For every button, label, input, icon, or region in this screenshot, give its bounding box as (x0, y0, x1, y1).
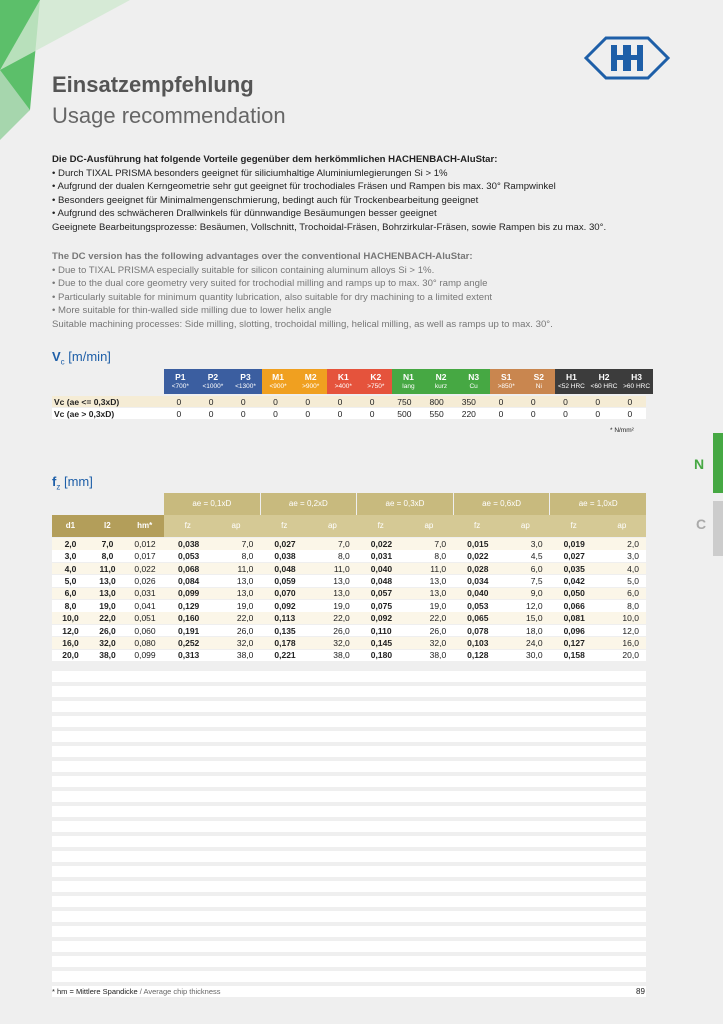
vc-value: 0 (208, 408, 214, 419)
fz-cell-hm: 0,060 (134, 625, 156, 636)
fz-cell-ap: 19,0 (333, 600, 350, 611)
fz-cell-ap: 7,0 (434, 538, 447, 549)
empty-table-row (52, 671, 646, 682)
fz-column-label: ap (308, 515, 356, 537)
fz-cell-fz: 0,057 (370, 588, 393, 599)
fz-table-row (52, 563, 646, 575)
vc-material-cell (425, 369, 458, 394)
fz-cell-ap: 19,0 (429, 600, 447, 611)
side-tab-n (713, 433, 723, 493)
vc-value: 500 (397, 408, 412, 419)
fz-cell-fz: 0,092 (274, 600, 296, 611)
empty-table-row (52, 971, 646, 982)
footnote (52, 987, 221, 996)
fz-cell-l: 11,0 (99, 563, 116, 574)
fz-column-label: d1 (52, 515, 89, 537)
fz-cell-hm: 0,026 (134, 575, 156, 586)
empty-table-row (52, 701, 646, 712)
fz-table-row (52, 650, 646, 662)
fz-cell-fz: 0,048 (370, 575, 393, 586)
fz-cell-ap: 38,0 (429, 650, 447, 661)
empty-table-row (52, 851, 646, 862)
vc-material-sub: Ni (535, 383, 542, 390)
empty-table-row (52, 911, 646, 922)
fz-cell-ap: 7,5 (530, 575, 543, 586)
fz-column-label: fz (260, 515, 308, 537)
fz-cell-ap: 2,0 (627, 538, 639, 549)
fz-table-body (52, 538, 646, 997)
fz-group-label: ae = 0,1xD (192, 499, 232, 508)
fz-cell-ap: 15,0 (526, 613, 543, 624)
fz-cell-fz: 0,191 (178, 625, 200, 636)
fz-cell-hm: 0,031 (134, 588, 156, 599)
intro-de-processes: Geeignete Bearbeitungsprozesse: Besäumen, Vollschnitt, Trochoidal-Fräsen, Bohrzirkular-Fräsen, sowie Rampen bis zu max. 30°. (52, 222, 607, 234)
vc-unit: [m/min] (68, 349, 111, 364)
vc-material-name: N2 (435, 372, 447, 382)
empty-table-row (52, 941, 646, 952)
vc-material-cell (490, 369, 523, 394)
fz-cell-ap: 22,0 (333, 613, 350, 624)
fz-cell-fz: 0,129 (178, 600, 200, 611)
side-tab-c (713, 501, 723, 556)
fz-cell-ap: 26,0 (429, 625, 447, 636)
fz-cell-l: 7,0 (101, 538, 114, 549)
vc-material-sub: <52 HRC (557, 383, 585, 390)
intro-de-bullet: • Durch TIXAL PRISMA besonders geeignet für siliciumhaltige Aluminiumlegierungen Si > 1% (52, 167, 662, 180)
fz-cell-ap: 9,0 (530, 588, 543, 599)
fz-cell-ap: 38,0 (236, 650, 254, 661)
fz-table-row (52, 637, 646, 649)
fz-cell-fz: 0,042 (563, 575, 585, 586)
fz-cell-fz: 0,065 (467, 613, 489, 624)
fz-cell-ap: 13,0 (236, 575, 254, 586)
fz-cell-d: 5,0 (64, 575, 77, 586)
vc-value: 0 (530, 396, 536, 407)
fz-cell-l: 19,0 (99, 600, 116, 611)
vc-material-sub: >900* (302, 383, 320, 390)
empty-table-row (52, 896, 646, 907)
vc-value: 750 (397, 396, 412, 407)
fz-column-label: l2 (89, 515, 126, 537)
fz-cell-fz: 0,127 (563, 637, 585, 648)
fz-cell-fz: 0,084 (178, 575, 200, 586)
vc-material-sub: >850* (497, 383, 515, 390)
fz-cell-ap: 32,0 (429, 637, 447, 648)
empty-table-row (52, 761, 646, 772)
vc-material-cell (392, 369, 425, 394)
vc-material-name: P1 (175, 372, 186, 382)
vc-material-cell (360, 369, 393, 394)
vc-material-cell (262, 369, 295, 394)
fz-cell-ap: 8,0 (337, 551, 350, 562)
vc-section-title (52, 349, 111, 367)
fz-table-row (52, 625, 646, 637)
fz-cell-ap: 32,0 (236, 637, 254, 648)
vc-material-name: M1 (272, 372, 284, 382)
fz-group-label: ae = 1,0xD (549, 493, 646, 515)
vc-value: 800 (429, 396, 444, 407)
fz-cell-fz: 0,313 (178, 650, 200, 661)
fz-cell-fz: 0,034 (467, 575, 489, 586)
empty-table-row (52, 791, 646, 802)
vc-material-cell (229, 369, 262, 394)
fz-cell-fz: 0,135 (274, 625, 296, 636)
vc-material-cell (588, 369, 621, 394)
fz-cell-d: 4,0 (64, 563, 77, 574)
fz-cell-ap: 12,0 (526, 600, 543, 611)
fz-cell-fz: 0,221 (274, 650, 296, 661)
vc-material-cell (620, 369, 653, 394)
fz-cell-fz: 0,027 (274, 538, 296, 549)
empty-table-row (52, 806, 646, 817)
footnote-en: / Average chip thickness (139, 987, 221, 996)
intro-en-bullet: • More suitable for thin-walled side milling due to lower helix angle (52, 304, 662, 317)
fz-cell-ap: 30,0 (526, 650, 543, 661)
vc-material-name: K2 (370, 372, 382, 382)
intro-de-bullet: • Aufgrund des schwächeren Drallwinkels für dünnwandige Besäumungen besser geeignet (52, 207, 662, 220)
fz-cell-fz: 0,128 (467, 650, 489, 661)
vc-row-label: Vc (ae > 0,3xD) (54, 408, 115, 419)
fz-cell-d: 6,0 (64, 588, 77, 599)
fz-cell-fz: 0,070 (274, 588, 296, 599)
vc-material-sub: <1300* (235, 383, 256, 390)
fz-cell-fz: 0,015 (467, 538, 489, 549)
page-title-de: Einsatzempfehlung (52, 72, 254, 97)
fz-cell-fz: 0,075 (370, 600, 393, 611)
fz-cell-fz: 0,031 (370, 551, 393, 562)
vc-material-name: M2 (304, 372, 317, 382)
fz-cell-l: 38,0 (99, 650, 116, 661)
fz-cell-fz: 0,145 (370, 637, 393, 648)
fz-cell-ap: 5,0 (627, 575, 639, 586)
fz-column-label: ap (598, 515, 646, 537)
fz-cell-hm: 0,099 (134, 650, 156, 661)
fz-cell-ap: 13,0 (429, 575, 447, 586)
vc-material-sub: Cu (469, 383, 478, 390)
fz-column-label: ap (501, 515, 549, 537)
empty-table-row (52, 731, 646, 742)
fz-cell-fz: 0,040 (370, 563, 393, 574)
vc-value: 220 (461, 408, 476, 419)
fz-cell-ap: 18,0 (526, 625, 543, 636)
fz-cell-ap: 11,0 (430, 563, 447, 574)
fz-symbol-sub: z (56, 482, 61, 492)
empty-table-row (52, 926, 646, 937)
side-tab-c-label: C (696, 516, 707, 532)
fz-group-label: ae = 0,2xD (260, 493, 357, 515)
fz-cell-fz: 0,059 (274, 575, 296, 586)
fz-column-label: ap (212, 515, 260, 537)
vc-value: 0 (240, 408, 246, 419)
fz-cell-fz: 0,103 (467, 637, 489, 648)
intro-de-bullet: • Aufgrund der dualen Kerngeometrie sehr gut geeignet für trochodiales Fräsen und Rampen bis max. 30° Rampwinkel (52, 180, 662, 193)
vc-material-cell (327, 369, 360, 394)
fz-cell-fz: 0,035 (563, 563, 585, 574)
intro-en-block (52, 250, 662, 331)
fz-cell-fz: 0,066 (563, 600, 585, 611)
fz-cell-ap: 11,0 (333, 563, 350, 574)
fz-cell-ap: 8,0 (627, 600, 639, 611)
fz-cell-fz: 0,160 (178, 613, 200, 624)
fz-cell-fz: 0,027 (563, 551, 585, 562)
fz-cell-fz: 0,022 (467, 551, 489, 562)
vc-material-sub: <1000* (202, 383, 224, 390)
fz-cell-l: 8,0 (101, 551, 114, 562)
fz-cell-d: 16,0 (62, 637, 79, 648)
fz-table-row (52, 575, 646, 587)
fz-cell-fz: 0,038 (178, 538, 200, 549)
vc-material-cell (197, 369, 230, 394)
vc-value: 0 (176, 408, 182, 419)
vc-material-sub: <700* (171, 383, 189, 390)
fz-cell-fz: 0,028 (467, 563, 489, 574)
fz-cell-ap: 22,0 (236, 613, 254, 624)
fz-column-header (52, 515, 646, 537)
fz-cell-fz: 0,113 (274, 613, 296, 624)
fz-cell-d: 20,0 (62, 650, 79, 661)
vc-material-name: P2 (207, 372, 219, 382)
fz-cell-fz: 0,092 (370, 613, 393, 624)
vc-material-sub: <900* (269, 383, 287, 390)
vc-value: 0 (305, 396, 311, 407)
fz-table-row (52, 550, 646, 562)
empty-table-row (52, 836, 646, 847)
fz-table-row (52, 538, 646, 550)
vc-material-sub: <60 HRC (590, 383, 618, 390)
fz-group-label: ae = 0,3xD (356, 493, 453, 515)
vc-value: 0 (563, 396, 568, 407)
fz-cell-fz: 0,096 (563, 625, 585, 636)
fz-cell-ap: 16,0 (622, 637, 639, 648)
fz-cell-hm: 0,051 (134, 613, 156, 624)
vc-symbol: V (52, 349, 61, 364)
vc-material-name: N3 (468, 372, 480, 382)
fz-section-title (52, 474, 93, 492)
vc-value: 0 (595, 408, 601, 419)
vc-value: 0 (563, 408, 568, 419)
vc-value: 350 (461, 396, 476, 407)
fz-cell-fz: 0,048 (274, 563, 296, 574)
vc-row (52, 408, 646, 419)
vc-material-name: P3 (240, 372, 251, 382)
vc-value: 0 (240, 396, 246, 407)
vc-material-sub: >400* (334, 383, 352, 390)
vc-row (52, 396, 646, 407)
fz-cell-ap: 11,0 (237, 563, 254, 574)
fz-cell-ap: 12,0 (622, 625, 639, 636)
vc-material-sub: lang (402, 383, 415, 390)
fz-cell-l: 13,0 (99, 588, 116, 599)
empty-table-row (52, 746, 646, 757)
vc-value: 550 (429, 408, 444, 419)
fz-cell-hm: 0,022 (134, 563, 156, 574)
fz-column-label: ap (405, 515, 453, 537)
fz-cell-d: 2,0 (64, 538, 77, 549)
fz-cell-ap: 7,0 (337, 538, 350, 549)
fz-cell-ap: 32,0 (333, 637, 350, 648)
vc-value: 0 (627, 396, 633, 407)
fz-group-header (164, 493, 646, 515)
fz-table-row (52, 612, 646, 624)
fz-cell-l: 26,0 (99, 625, 116, 636)
fz-cell-d: 12,0 (62, 625, 79, 636)
fz-cell-ap: 20,0 (622, 650, 639, 661)
fz-cell-ap: 4,0 (627, 563, 639, 574)
vc-value: 0 (176, 396, 182, 407)
vc-material-cell (164, 369, 197, 394)
fz-cell-hm: 0,041 (134, 600, 156, 611)
vc-value: 0 (273, 408, 278, 419)
fz-cell-fz: 0,099 (178, 588, 200, 599)
fz-column-label: fz (164, 515, 212, 537)
intro-de-block (52, 153, 662, 234)
fz-group-label: ae = 0,6xD (453, 493, 550, 515)
fz-cell-ap: 7,0 (241, 538, 254, 549)
vc-material-sub: >60 HRC (623, 383, 651, 390)
fz-cell-l: 13,0 (99, 575, 116, 586)
fz-cell-ap: 10,0 (622, 613, 639, 624)
vc-value: 0 (369, 408, 375, 419)
fz-cell-ap: 3,0 (627, 551, 639, 562)
intro-en-bullet: • Due to TIXAL PRISMA especially suitable for silicon containing aluminum alloys Si > 1%. (52, 264, 662, 277)
fz-unit: [mm] (63, 474, 93, 489)
vc-material-name: S1 (501, 372, 512, 382)
fz-cell-hm: 0,017 (134, 551, 156, 562)
side-tab-n-label: N (694, 456, 705, 472)
fz-cell-ap: 13,0 (236, 588, 254, 599)
fz-cell-ap: 4,5 (530, 551, 543, 562)
vc-material-name: S2 (533, 372, 545, 382)
vc-material-sub: >750* (367, 383, 385, 390)
empty-table-row (52, 776, 646, 787)
vc-value: 0 (305, 408, 311, 419)
empty-table-row (52, 686, 646, 697)
vc-material-cell (523, 369, 556, 394)
fz-column-label: fz (357, 515, 405, 537)
fz-cell-fz: 0,078 (467, 625, 489, 636)
vc-value: 0 (273, 396, 278, 407)
fz-cell-ap: 3,0 (530, 538, 543, 549)
intro-de-heading: Die DC-Ausführung hat folgende Vorteile gegenüber dem herkömmlichen HACHENBACH-AluStar: (52, 154, 498, 165)
page-title-en: Usage recommendation (52, 103, 286, 128)
vc-material-name: H2 (598, 372, 610, 382)
fz-cell-ap: 26,0 (236, 625, 254, 636)
vc-value: 0 (369, 396, 375, 407)
fz-cell-ap: 38,0 (333, 650, 350, 661)
fz-cell-ap: 8,0 (241, 551, 254, 562)
fz-cell-ap: 22,0 (429, 613, 447, 624)
fz-cell-ap: 13,0 (333, 588, 350, 599)
fz-cell-hm: 0,080 (134, 637, 156, 648)
vc-material-header (164, 369, 653, 394)
fz-cell-fz: 0,068 (178, 563, 200, 574)
fz-cell-ap: 26,0 (333, 625, 350, 636)
vc-material-cell (457, 369, 490, 394)
vc-value: 0 (337, 408, 343, 419)
vc-material-sub: kurz (434, 383, 448, 390)
hh-logo-icon (584, 36, 670, 80)
fz-cell-hm: 0,012 (134, 538, 156, 549)
vc-value: 0 (498, 408, 504, 419)
empty-table-row (52, 716, 646, 727)
fz-cell-l: 32,0 (99, 637, 116, 648)
fz-cell-ap: 19,0 (236, 600, 254, 611)
vc-row-label: Vc (ae <= 0,3xD) (54, 396, 120, 407)
vc-material-name: N1 (403, 372, 414, 382)
vc-material-name: H3 (631, 372, 643, 382)
fz-cell-fz: 0,158 (563, 650, 585, 661)
fz-cell-fz: 0,053 (178, 551, 200, 562)
fz-cell-ap: 13,0 (333, 575, 350, 586)
vc-material-cell (294, 369, 327, 394)
fz-column-label: fz (453, 515, 501, 537)
intro-en-processes: Suitable machining processes: Side milling, slotting, trochoidal milling, helical milling, as well as ramps up to max. 30°. (52, 319, 553, 331)
intro-en-heading: The DC version has the following advantages over the conventional HACHENBACH-AluStar: (52, 251, 473, 262)
fz-symbol: f (52, 474, 57, 489)
intro-de-bullet: • Besonders geeignet für Minimalmengenschmierung, bedingt auch für Trockenbearbeitung geeignet (52, 194, 662, 207)
fz-cell-ap: 13,0 (429, 588, 447, 599)
fz-cell-ap: 6,0 (530, 563, 543, 574)
vc-value: 0 (337, 396, 343, 407)
fz-cell-fz: 0,038 (274, 551, 296, 562)
footnote-de: * hm = Mittlere Spandicke (52, 987, 138, 996)
fz-cell-fz: 0,110 (370, 625, 392, 636)
empty-table-row (52, 881, 646, 892)
empty-table-row (52, 956, 646, 967)
vc-value: 0 (627, 408, 633, 419)
intro-en-bullet: • Due to the dual core geometry very suited for trochodial milling and ramps up to max. 30° ramp angle (52, 277, 662, 290)
fz-cell-fz: 0,022 (370, 538, 393, 549)
fz-cell-ap: 8,0 (434, 551, 447, 562)
vc-footnote: * N/mm² (610, 427, 634, 434)
vc-value: 0 (595, 396, 601, 407)
fz-cell-d: 3,0 (64, 551, 77, 562)
fz-cell-ap: 24,0 (526, 637, 543, 648)
fz-cell-d: 10,0 (62, 613, 79, 624)
fz-cell-fz: 0,252 (178, 637, 200, 648)
vc-material-name: K1 (337, 372, 349, 382)
empty-table-row (52, 866, 646, 877)
fz-cell-fz: 0,040 (467, 588, 489, 599)
fz-column-label: fz (550, 515, 598, 537)
fz-cell-fz: 0,180 (370, 650, 393, 661)
page-number: 89 (636, 987, 645, 996)
vc-value: 0 (498, 396, 504, 407)
fz-cell-fz: 0,050 (563, 588, 585, 599)
fz-cell-d: 8,0 (64, 600, 77, 611)
vc-value: 0 (208, 396, 214, 407)
vc-symbol-sub: c (60, 357, 65, 367)
vc-value: 0 (530, 408, 536, 419)
fz-table-row (52, 588, 646, 600)
vc-material-cell (555, 369, 588, 394)
fz-cell-fz: 0,081 (563, 613, 585, 624)
fz-cell-fz: 0,178 (274, 637, 296, 648)
fz-table-row (52, 600, 646, 612)
fz-cell-l: 22,0 (99, 613, 116, 624)
fz-cell-fz: 0,019 (563, 538, 585, 549)
fz-column-label: hm* (126, 515, 164, 537)
fz-cell-fz: 0,053 (467, 600, 489, 611)
fz-cell-ap: 6,0 (627, 588, 639, 599)
intro-en-bullet: • Particularly suitable for minimum quantity lubrication, also suitable for dry machining to a limited extent (52, 291, 662, 304)
vc-material-name: H1 (565, 372, 577, 382)
empty-table-row (52, 821, 646, 832)
